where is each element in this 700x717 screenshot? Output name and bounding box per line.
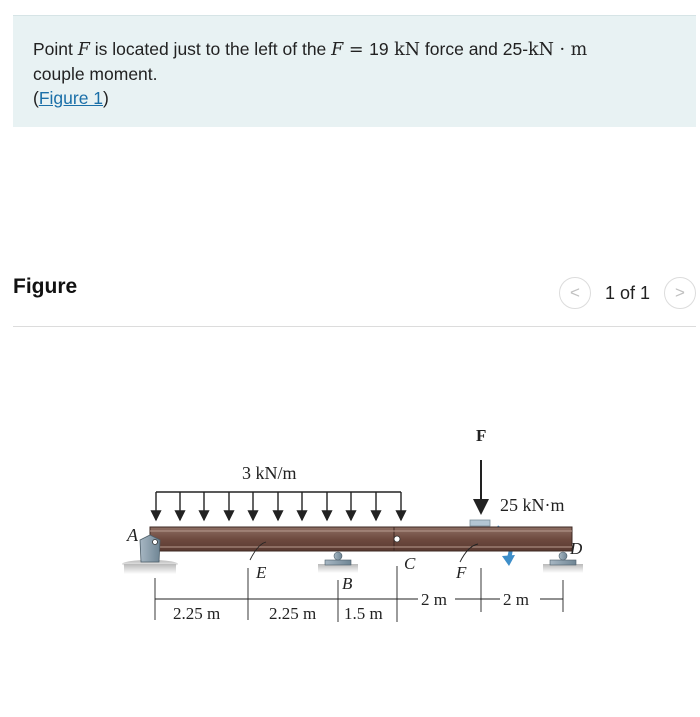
dim-eb-label: 2.25 m: [269, 604, 317, 623]
problem-line-1: Point F is located just to the left of the F = 19 kN force and 25-kN · m: [33, 39, 588, 60]
dim-fd-label: 2 m: [503, 590, 529, 609]
force-plate: [470, 520, 490, 526]
point-d-label: D: [570, 539, 583, 558]
dim-cf-label: 2 m: [421, 590, 447, 609]
problem-line-2: couple moment.: [33, 64, 158, 84]
figure-title: Figure: [13, 275, 78, 298]
point-b-label: B: [342, 574, 353, 593]
force-label: F: [476, 426, 487, 445]
point-c-label: C: [404, 554, 416, 573]
pager-count: 1 of 1: [604, 282, 650, 303]
point-e-label: E: [256, 563, 267, 582]
dim-ae-label: 2.25 m: [173, 604, 221, 623]
beam: [150, 527, 572, 551]
dim-bc-label: 1.5 m: [344, 604, 383, 623]
distributed-load-arrows: [156, 492, 401, 520]
roller-support-b: [318, 552, 358, 573]
chevron-right-icon[interactable]: >: [664, 277, 696, 309]
point-a-label: A: [127, 525, 138, 545]
point-f-label: F: [456, 563, 467, 582]
figure-link-line: (Figure 1): [33, 88, 109, 108]
moment-label: 25 kN·m: [500, 495, 565, 515]
moment-arrowhead: [502, 555, 515, 566]
chevron-left-icon[interactable]: <: [559, 277, 591, 309]
distributed-load-label: 3 kN/m: [242, 463, 297, 483]
figure-link[interactable]: Figure 1: [38, 88, 104, 108]
